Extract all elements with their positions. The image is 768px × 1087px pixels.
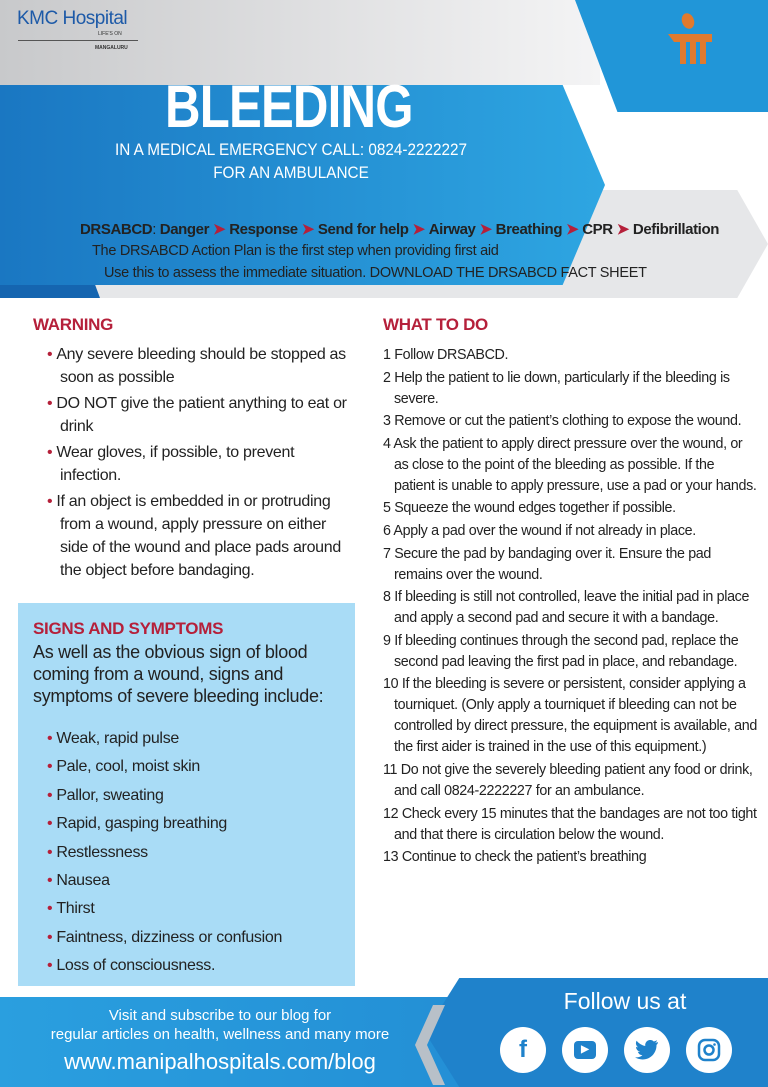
drsabcd-step: Airway [428, 221, 476, 238]
logo-divider [18, 40, 138, 41]
arrow-icon: ➤ [301, 221, 314, 238]
drsabcd-line1: The DRSABCD Action Plan is the first step when providing first aid [92, 243, 499, 259]
signs-intro: As well as the obvious sign of blood coming from a wound, signs and symptoms of severe bleeding include: [33, 642, 324, 706]
drsabcd-step: Send for help [317, 221, 409, 238]
drsabcd-step: Danger [159, 221, 210, 238]
drsabcd-label: DRSABCD [80, 221, 153, 238]
step-item: 2 Help the patient to lie down, particularly if the bleeding is severe. [383, 369, 730, 407]
footer-line1: Visit and subscribe to our blog for [108, 1007, 332, 1024]
step-item: 4 Ask the patient to apply direct pressure over the wound, or as close to the point of the bleeding as possible. If the patient is unable to apply pressure, use a pad or your hands. [383, 435, 757, 494]
arrow-icon: ➤ [213, 221, 226, 238]
arrow-icon: ➤ [412, 221, 425, 238]
step-item: 9 If bleeding continues through the second pad, replace the second pad leaving the first pad in place, and rebandage. [383, 632, 739, 670]
warning-heading: WARNING [33, 315, 114, 334]
step-item: 5 Squeeze the wound edges together if possible. [383, 500, 676, 517]
step-item: 13 Continue to check the patient’s breathing [383, 849, 647, 866]
warning-item: • Wear gloves, if possible, to prevent infection. [33, 441, 353, 487]
step-item: 11 Do not give the severely bleeding patient any food or drink, and call 0824-2222227 for an ambulance. [383, 761, 753, 799]
page-title: BLEEDING [165, 73, 413, 140]
drsabcd-steps: DRSABCD: Danger ➤ Response ➤ Send for help ➤ Airway ➤ Breathing ➤ CPR ➤ Defibrillation [80, 221, 719, 238]
brand-figure-icon [666, 12, 714, 68]
ambulance-text: FOR AN AMBULANCE [213, 163, 369, 182]
symptom-item: • Pale, cool, moist skin [33, 753, 353, 781]
symptom-item: • Restlessness [33, 839, 353, 867]
logo-city: MANGALURU [95, 45, 128, 51]
arrow-icon: ➤ [479, 221, 492, 238]
what-to-do-list [383, 345, 758, 870]
emergency-call-text: IN A MEDICAL EMERGENCY CALL: 0824-2222227 [114, 140, 468, 159]
logo-tagline: LIFE'S ON [98, 31, 122, 37]
arrow-icon: ➤ [566, 221, 579, 238]
step-item: 1 Follow DRSABCD. [383, 347, 509, 363]
warning-item: • Any severe bleeding should be stopped as soon as possible [33, 343, 353, 389]
symptom-item: • Pallor, sweating [33, 782, 353, 810]
facebook-icon[interactable]: f [500, 1027, 546, 1073]
footer-line2: regular articles on health, wellness and many more [50, 1026, 390, 1043]
symptom-item: • Loss of consciousness. [33, 952, 353, 980]
step-item: 3 Remove or cut the patient’s clothing to expose the wound. [383, 413, 742, 430]
logo-name: KMC Hospital [17, 8, 128, 29]
twitter-icon[interactable] [624, 1027, 670, 1073]
symptom-item: • Nausea [33, 867, 353, 895]
warning-item: • If an object is embedded in or protruding from a wound, apply pressure on either side of the wound and place pads around the object before bandaging. [33, 490, 353, 582]
signs-list [33, 725, 353, 981]
blog-link[interactable]: www.manipalhospitals.com/blog [64, 1049, 376, 1074]
drsabcd-step: Breathing [495, 221, 563, 238]
signs-heading: SIGNS AND SYMPTOMS [33, 619, 224, 638]
drsabcd-step: Response [229, 221, 298, 238]
symptom-item: • Thirst [33, 895, 353, 923]
drsabcd-step: Defibrillation [632, 221, 719, 238]
instagram-icon[interactable] [686, 1027, 732, 1073]
warning-item: • DO NOT give the patient anything to eat or drink [33, 392, 353, 438]
youtube-icon[interactable]: ▶ [562, 1027, 608, 1073]
symptom-item: • Faintness, dizziness or confusion [33, 924, 353, 952]
symptom-item: • Rapid, gasping breathing [33, 810, 353, 838]
step-item: 8 If bleeding is still not controlled, leave the initial pad in place and apply a second pad and secure it with a bandage. [383, 589, 750, 627]
step-item: 6 Apply a pad over the wound if not already in place. [383, 522, 696, 539]
drsabcd-line2[interactable]: Use this to assess the immediate situation. DOWNLOAD THE DRSABCD FACT SHEET [104, 265, 647, 281]
drsabcd-step: CPR [582, 221, 613, 238]
step-item: 7 Secure the pad by bandaging over it. Ensure the pad remains over the wound. [383, 545, 711, 583]
follow-us-text: Follow us at [563, 988, 687, 1014]
step-item: 10 If the bleeding is severe or persistent, consider applying a tourniquet. (Only apply a tourniquet if bleeding can not be controlled by direct pressure, the equipment is available, and the first aider is trained in the use of this equipment.) [383, 676, 757, 756]
what-to-do-heading: WHAT TO DO [383, 315, 488, 334]
symptom-item: • Weak, rapid pulse [33, 725, 353, 753]
arrow-icon: ➤ [616, 221, 629, 238]
step-item: 12 Check every 15 minutes that the bandages are not too tight and that there is circulation below the wound. [383, 805, 757, 843]
warning-list [33, 343, 353, 585]
